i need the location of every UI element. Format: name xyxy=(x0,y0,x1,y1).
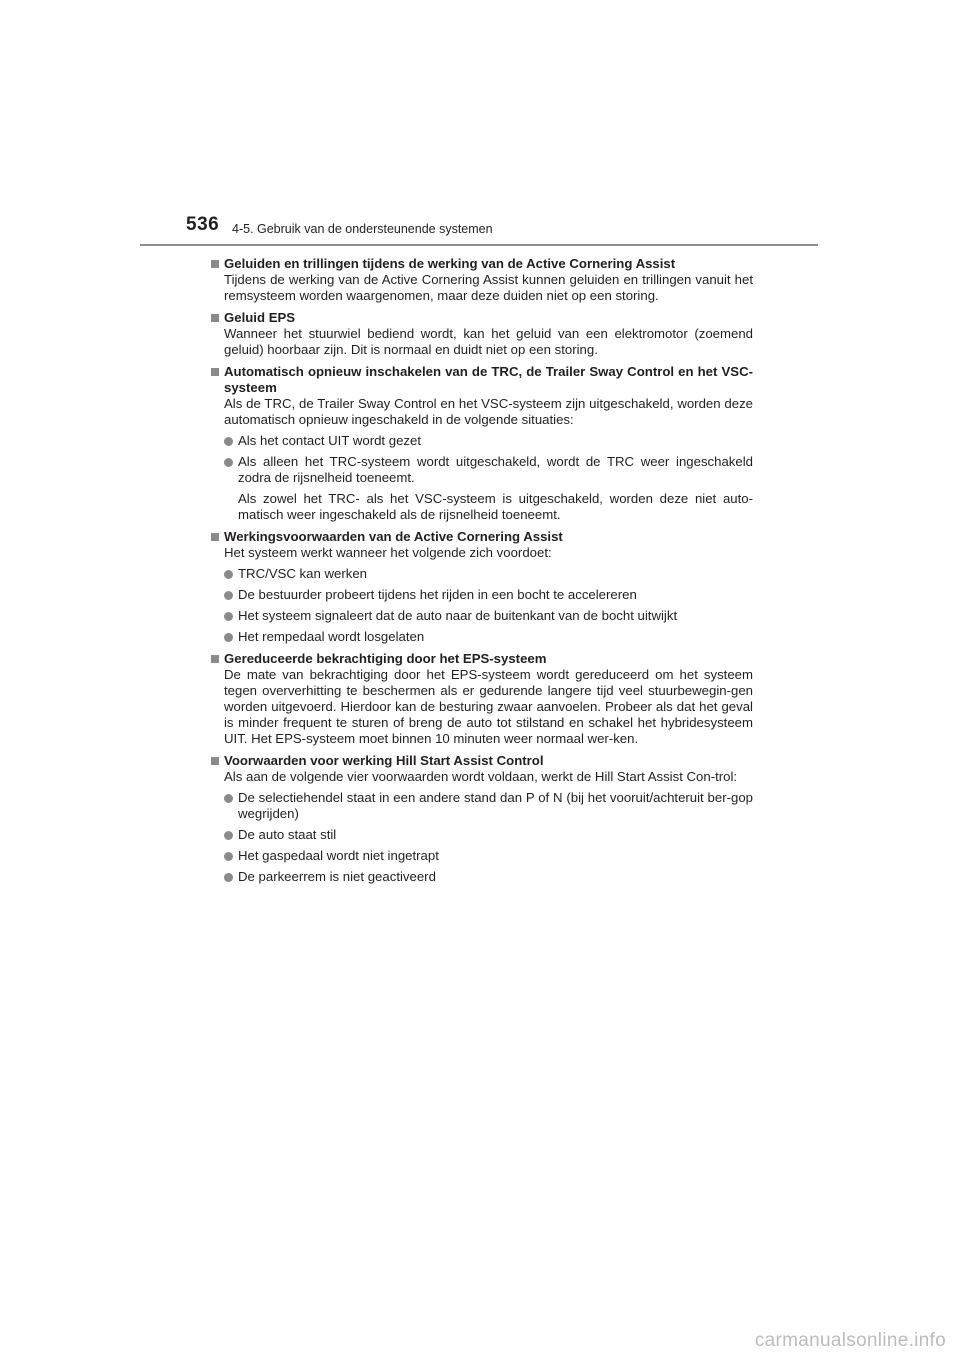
section-paragraph: Tijdens de werking van de Active Cornering Assist kunnen geluiden en trillingen vanuit het remsysteem worden waargenomen, maar deze duiden niet op een storing. xyxy=(224,272,753,303)
section-heading: Geluiden en trillingen tijdens de werking van de Active Cornering Assist xyxy=(224,256,676,271)
header-rule xyxy=(140,244,818,246)
round-bullet-icon xyxy=(224,591,233,600)
round-bullet-icon xyxy=(224,570,233,579)
round-bullet-icon xyxy=(224,633,233,642)
round-bullet-icon xyxy=(224,458,233,467)
list-item: TRC/VSC kan werken xyxy=(211,566,753,582)
round-bullet-icon xyxy=(224,794,233,803)
section-cornering-conditions xyxy=(211,529,753,645)
round-bullet-icon xyxy=(224,831,233,840)
list-item: De parkeerrem is niet geactiveerd xyxy=(211,869,753,885)
list-item: Als alleen het TRC-systeem wordt uitgeschakeld, wordt de TRC weer ingeschakeld zodra de rijsnelheid toeneemt. xyxy=(211,454,753,486)
list-item: De auto staat stil xyxy=(211,827,753,843)
list-item: Het rempedaal wordt losgelaten xyxy=(211,629,753,645)
list-item-note: Als zowel het TRC- als het VSC-systeem is uitgeschakeld, worden deze niet auto-matisch weer ingeschakeld als de rijsnelheid toeneemt. xyxy=(238,491,753,522)
section-paragraph: Als de TRC, de Trailer Sway Control en het VSC-systeem zijn uitgeschakeld, worden deze automatisch opnieuw ingeschakeld in de volgende situaties: xyxy=(224,396,753,427)
chapter-title: 4-5. Gebruik van de ondersteunende systemen xyxy=(232,222,493,236)
list-item: De selectiehendel staat in een andere stand dan P of N (bij het vooruit/achteruit ber-gop wegrijden) xyxy=(211,790,753,822)
section-cornering-noise xyxy=(211,256,753,304)
section-heading: Gereduceerde bekrachtiging door het EPS-systeem xyxy=(224,651,547,666)
section-paragraph: Wanneer het stuurwiel bediend wordt, kan het geluid van een elektromotor (zoemend geluid) hoorbaar zijn. Dit is normaal en duidt niet op een storing. xyxy=(224,326,753,357)
section-heading: Voorwaarden voor werking Hill Start Assist Control xyxy=(224,753,544,768)
square-bullet-icon xyxy=(211,533,219,541)
section-auto-reactivation xyxy=(211,364,753,523)
round-bullet-icon xyxy=(224,873,233,882)
section-heading: Werkingsvoorwaarden van de Active Cornering Assist xyxy=(224,529,563,544)
watermark-link[interactable]: carmanualsonline.info xyxy=(754,1330,946,1351)
square-bullet-icon xyxy=(211,655,219,663)
section-hill-start-conditions xyxy=(211,753,753,885)
section-eps-reduced-assist xyxy=(211,651,753,747)
section-eps-sound xyxy=(211,310,753,358)
round-bullet-icon xyxy=(224,852,233,861)
page-content xyxy=(211,256,753,891)
page-number: 536 xyxy=(186,214,220,235)
square-bullet-icon xyxy=(211,368,219,376)
section-heading: Automatisch opnieuw inschakelen van de TRC, de Trailer Sway Control en het VSC-systeem xyxy=(224,364,753,395)
square-bullet-icon xyxy=(211,757,219,765)
section-paragraph: De mate van bekrachtiging door het EPS-systeem wordt gereduceerd om het systeem tegen oververhitting te beschermen als er gedurende langere tijd veel stuurbewegin-gen worden uitgevoerd. Hierdoor kan de besturing zwaar aanvoelen. Probeer als dat het geval is minder frequent te sturen of breng de auto tot stilstand en schakel het hybridesysteem UIT. Het EPS-systeem moet binnen 10 minuten weer normaal wer-ken. xyxy=(224,667,753,746)
list-item: Als het contact UIT wordt gezet xyxy=(211,433,753,449)
list-item: Het systeem signaleert dat de auto naar de buitenkant van de bocht uitwijkt xyxy=(211,608,753,624)
square-bullet-icon xyxy=(211,260,219,268)
list-item: Het gaspedaal wordt niet ingetrapt xyxy=(211,848,753,864)
section-heading: Geluid EPS xyxy=(224,310,296,325)
square-bullet-icon xyxy=(211,314,219,322)
round-bullet-icon xyxy=(224,612,233,621)
section-paragraph: Als aan de volgende vier voorwaarden wordt voldaan, werkt de Hill Start Assist Con-trol: xyxy=(224,769,738,784)
round-bullet-icon xyxy=(224,437,233,446)
list-item: De bestuurder probeert tijdens het rijden in een bocht te accelereren xyxy=(211,587,753,603)
section-paragraph: Het systeem werkt wanneer het volgende zich voordoet: xyxy=(224,545,552,560)
